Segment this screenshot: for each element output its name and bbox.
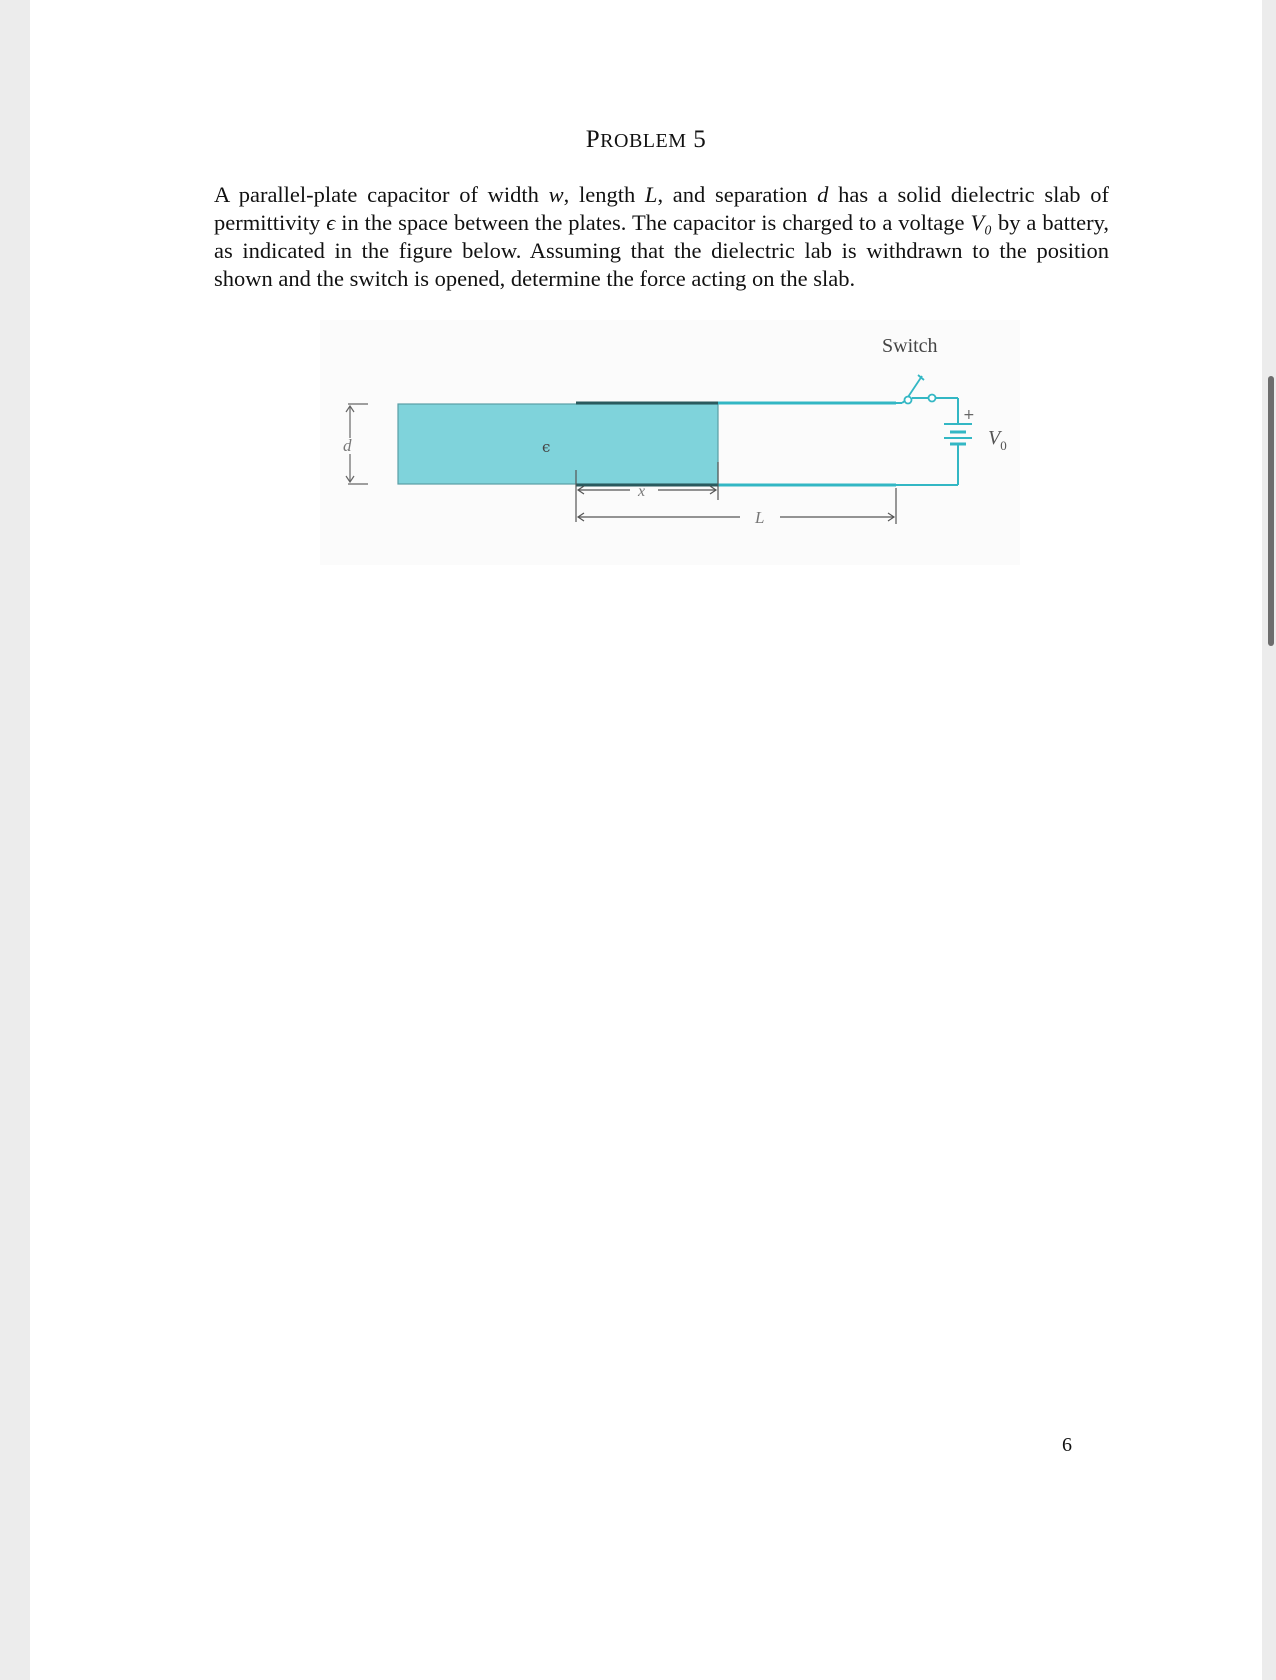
text-segment: , length xyxy=(563,182,645,207)
title-number: 5 xyxy=(693,126,707,153)
symbol-L: L xyxy=(644,182,658,207)
dielectric-slab xyxy=(398,404,718,484)
title-word: ROBLEM xyxy=(600,130,687,152)
title-first-letter: P xyxy=(585,126,601,153)
voltage-symbol: V xyxy=(988,427,1001,449)
x-label: x xyxy=(638,483,646,500)
vertical-scrollbar[interactable] xyxy=(1268,376,1274,646)
text-segment: by a battery, as indicated in the figure below. Assuming that the dielectric lab is withdrawn to the position shown and the switch is opened, determine the force acting on the slab. xyxy=(214,210,1109,291)
text-segment: A parallel-plate capacitor of width xyxy=(214,182,549,207)
separation-label: d xyxy=(343,436,352,455)
permittivity-label: ϵ xyxy=(542,438,551,456)
length-label: L xyxy=(755,508,765,527)
problem-statement xyxy=(214,181,1109,293)
text-segment: in the space between the plates. The capacitor is charged to a voltage xyxy=(335,210,971,235)
symbol-d: d xyxy=(817,182,829,207)
symbol-V0: V₀ xyxy=(970,210,993,235)
document-page xyxy=(30,0,1262,1680)
switch-label: Switch xyxy=(882,335,938,357)
text-segment: has a solid dielectric slab of permittivity xyxy=(214,182,1110,235)
page-number: 6 xyxy=(1062,1434,1072,1456)
problem-title xyxy=(30,126,1262,154)
symbol-w: w xyxy=(548,182,564,207)
text-segment: , and separation xyxy=(657,182,818,207)
voltage-subscript: 0 xyxy=(1000,438,1007,453)
symbol-epsilon: ϵ xyxy=(326,210,336,235)
plus-sign: + xyxy=(963,407,975,423)
capacitor-figure xyxy=(300,320,1040,570)
